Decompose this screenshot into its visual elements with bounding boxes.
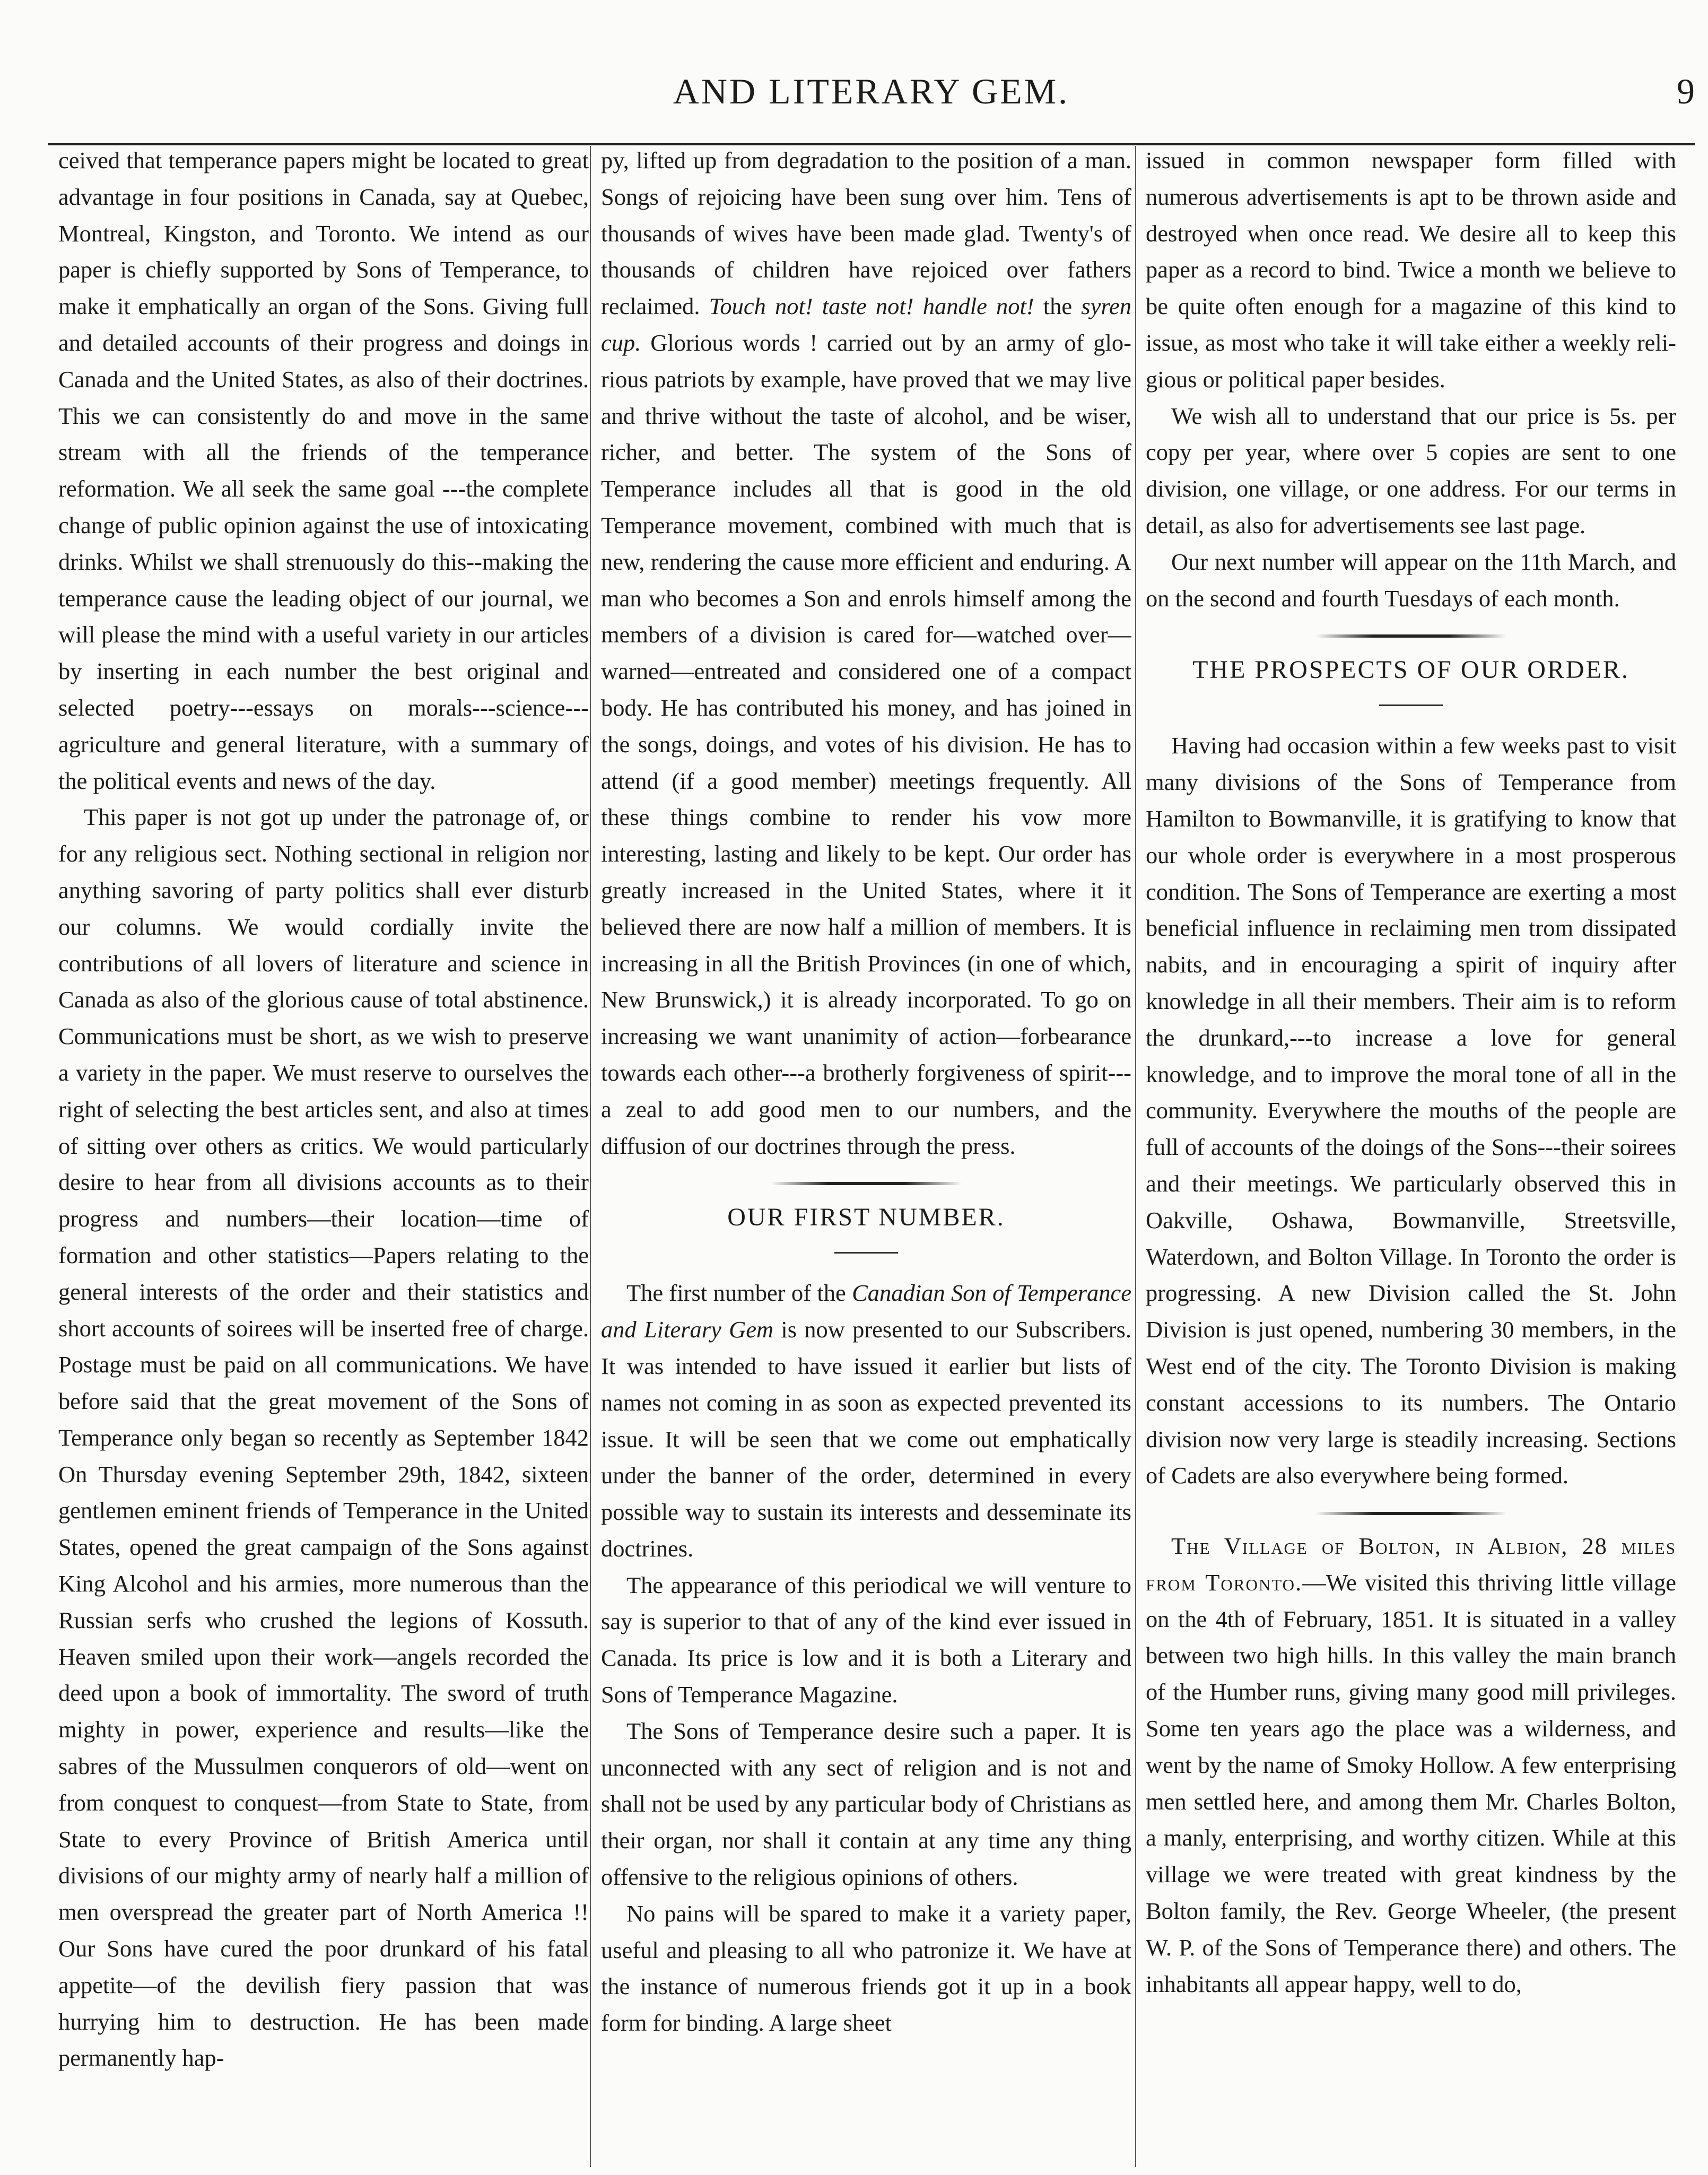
paragraph: [601, 1275, 1131, 1567]
column-3: [1146, 142, 1676, 2158]
paragraph: The appearance of this periodical we will venture to say is superior to that of any of the kind ever issued in Canada. Its price is low and it is both a Literary and Sons of Temperance Magazine.: [601, 1571, 1131, 1708]
paragraph: No pains will be spared to make it a variety paper, useful and pleasing to all who patronize it. We have at the instance of numerous friends got it up in a book form for binding. A large sheet: [601, 1900, 1131, 2037]
page-header: [48, 64, 1695, 145]
column-1: [58, 142, 589, 2158]
paragraph: ceived that temperance papers might be located to great advantage in four positions in Canada, say at Quebec, Montreal, Kingston, and Toronto. We intend as our paper is chiefly supported by Sons of Temperance, to make it emphatically an organ of the Sons. Giving full and detailed accounts of their progress and doings in Canada and the United States, as also of their doctrines. This we can consistently do and move in the same stream with all the friends of the temperance reformation. We all seek the same goal ---the complete change of public opinion against the use of intoxicating drinks. Whilst we shall strenuously do this--making the temperance cause the leading object of our journal, we will please the mind with a useful variety in our articles by inserting in each number the best original and selected poetry---essays on morals---science--- agriculture and general literature, with a summary of the political events and news of the day.: [58, 147, 589, 794]
running-head: AND LITERARY GEM.: [673, 71, 1070, 111]
paragraph: We wish all to understand that our price is 5s. per copy per year, where over 5 copies are sent to one division, one village, or one address. For our terms in detail, as also for advertisements see last page.: [1146, 402, 1676, 538]
paragraph: [601, 142, 1131, 1164]
italic-text: Canadian Son of Temperance and Literary Gem: [601, 1280, 1131, 1343]
text-run: the: [1034, 293, 1082, 320]
column-2: [601, 142, 1131, 2158]
paragraph: Our next number will appear on the 11th March, and on the second and fourth Tuesdays of each month.: [1146, 548, 1676, 612]
text-run: —We visited this thriving little village on the 4th of February, 1851. It is situated in a valley between two high hills. In this valley the main branch of the Humber runs, giving many good mill privileges. Some ten years ago the place was a wilderness, and went by the name of Smoky Hollow. A few enterprising men settled here, and among them Mr. Charles Bolton, a manly, enterprising, and worthy citizen. While at this village we were treated with great kindness by the Bolton family, the Rev. George Wheeler, (the present W. P. of the Sons of Temperance there) and others. The inhabitants all appear happy, well to do,: [1146, 1569, 1676, 1997]
section-heading: OUR FIRST NUMBER.: [727, 1203, 1005, 1232]
italic-text: Touch not! taste not! handle not!: [709, 293, 1034, 320]
text-run: Glorious words ! carried out by an army of glorious patriots by example, have proved that we may live and thrive without the taste of alcohol, and be wiser, richer, and better. The system of the Sons of Temperance includes all that is good in the old Temperance movement, combined with much that is new, rendering the cause more efficient and enduring. A man who becomes a Son and enrols himself among the members of a division is cared for—watched over—warned—entreated and considered one of a compact body. He has contributed his money, and has joined in the songs, doings, and votes of his division. He has to attend (if a good member) meetings frequently. All these things combine to render his vow more interesting, lasting and likely to be kept. Our order has greatly increased in the United States, where it it believed there are now half a million of members. It is increasing in all the British Provinces (in one of which, New Brunswick,) it is already incorporated. To go on increasing we want unanimity of action—forbearance towards each other---a brotherly forgiveness of spirit---a zeal to add good men to our numbers, and the diffusion of our doctrines through the press.: [601, 329, 1131, 1159]
section-separator: [1315, 634, 1506, 638]
column-divider: [1135, 146, 1136, 2167]
section-heading: THE PROSPECTS OF OUR ORDER.: [1192, 656, 1629, 684]
heading-rule: [834, 1252, 898, 1254]
text-run: py, lifted up from degradation to the position of a man. Songs of rejoicing have been sung over him. Tens of thousands of wives have been made glad. Twenty's of thousands of children have rejoiced over fathers reclaimed.: [601, 147, 1131, 320]
page-number: 9: [1677, 71, 1695, 111]
section-separator: [1315, 1512, 1506, 1515]
column-divider: [590, 146, 591, 2167]
paragraph: Having had occasion within a few weeks past to visit many divisions of the Sons of Temperance from Hamilton to Bowmanville, it is gratifying to know that our whole order is everywhere in a most prosperous condition. The Sons of Temperance are exerting a most beneficial influence in reclaiming men trom dissipated nabits, and in encouraging a spirit of inquiry after knowledge in all their members. Their aim is to reform the drunkard,---to increase a love for general knowledge, and to improve the moral tone of all in the community. Everywhere the mouths of the people are full of accounts of the doings of the Sons---their soirees and their meetings. We particularly observed this in Oakville, Oshawa, Bowmanville, Streetsville, Waterdown, and Bolton Village. In Toronto the order is progressing. A new Division called the St. John Division is just opened, numbering 30 members, in the West end of the city. The Toronto Division is making constant accessions to its numbers. The Ontario division now very large is steadily increasing. Sections of Cadets are also everywhere being formed.: [1146, 732, 1676, 1489]
section-separator: [771, 1182, 962, 1185]
paragraph: issued in common newspaper form filled with numerous advertisements is apt to be thrown aside and destroyed when once read. We desire all to keep this paper as a record to bind. Twice a month we believe to be quite often enough for a magazine of this kind to issue, as most who take it will take either a weekly religious or political paper besides.: [1146, 147, 1676, 393]
italic-text: syren cup.: [601, 293, 1131, 356]
heading-rule: [1379, 704, 1443, 706]
paragraph: The Sons of Temperance desire such a paper. It is unconnected with any sect of religion and is not and shall not be used by any particular body of Christians as their organ, nor shall it contain at any time any thing offensive to the religious opinions of others.: [601, 1717, 1131, 1891]
paragraph: [1146, 1528, 1676, 2002]
text-run: is now presented to our Subscribers. It was intended to have issued it earlier but lists of names not coming in as soon as expected prevented its issue. It will be seen that we come out emphatically under the banner of the order, determined in every possible way to sustain its interests and desseminate its doctrines.: [601, 1316, 1131, 1562]
small-caps-lead: The Village of Bolton, in Albion, 28 miles from Toronto.: [1146, 1533, 1676, 1596]
text-run: The first number of the: [626, 1280, 852, 1307]
paragraph: This paper is not got up under the patronage of, or for any religious sect. Nothing sectional in religion nor anything savoring of party politics shall ever disturb our columns. We would cordially invite the contributions of all lovers of literature and science in Canada as also of the glorious cause of total abstinence. Communications must be short, as we wish to preserve a variety in the paper. We must reserve to ourselves the right of selecting the best articles sent, and also at times of sitting over others as critics. We would particularly desire to hear from all divisions accounts as to their progress and numbers—their location—time of formation and other statistics—Papers relating to the general interests of the order and their statistics and short accounts of soirees will be inserted free of charge. Postage must be paid on all communications. We have before said that the great movement of the Sons of Temperance only began so recently as September 1842 On Thursday evening September 29th, 1842, sixteen gentlemen eminent friends of Temperance in the United States, opened the great campaign of the Sons against King Alcohol and his armies, more numerous than the Russian serfs who crushed the legions of Kossuth. Heaven smiled upon their work—angels recorded the deed upon a book of immortality. The sword of truth mighty in power, experience and results—like the sabres of the Mussulmen conquerors of old—went on from conquest to conquest—from State to State, from State to every Province of British America until divisions of our mighty army of nearly half a million of men overspread the greater part of North America !! Our Sons have cured the poor drunkard of his fatal appetite—of the devilish fiery passion that was hurrying him to destruction. He has been made permanently hap-: [58, 804, 589, 2072]
